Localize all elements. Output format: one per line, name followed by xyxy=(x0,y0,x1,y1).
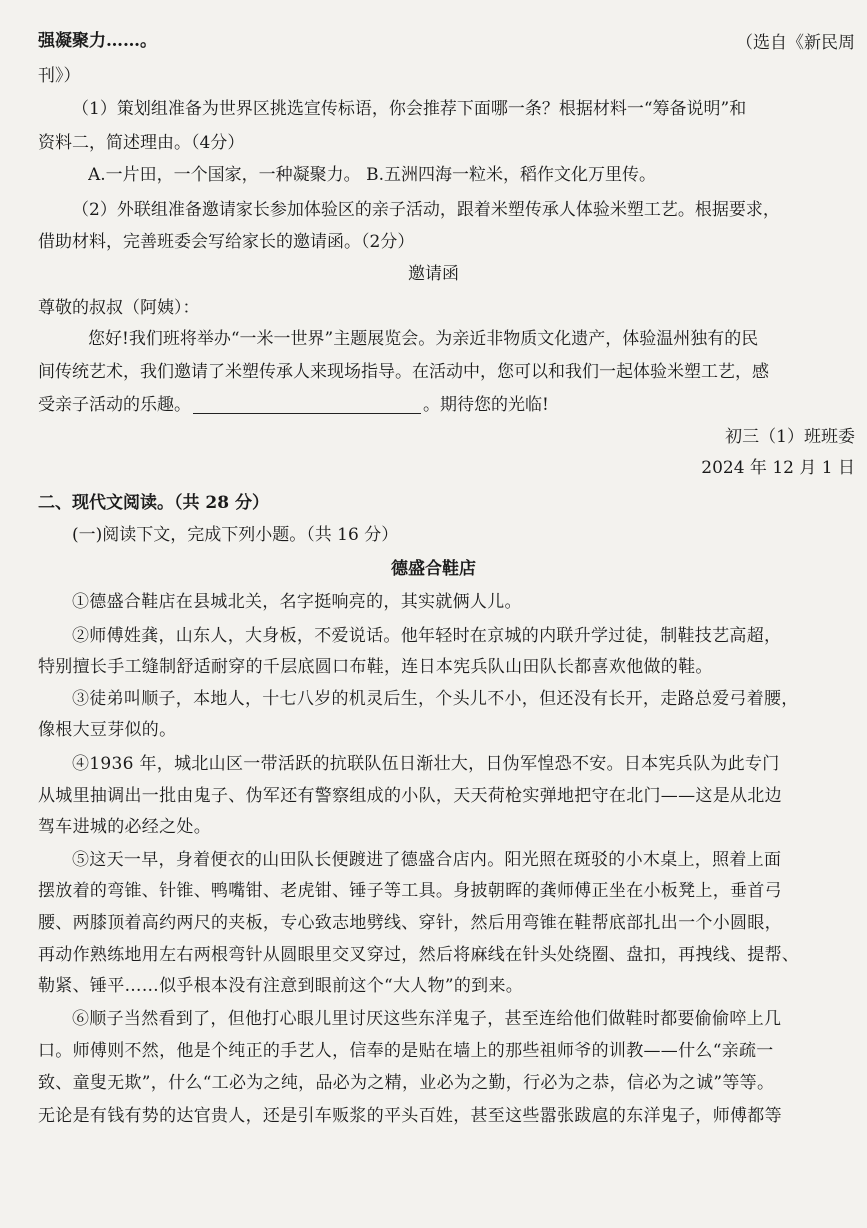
section-2-subheading: (一)阅读下文，完成下列小题。（共 16 分） xyxy=(72,525,399,545)
letter-body-2: 间传统艺术，我们邀请了米塑传承人来现场指导。在活动中，您可以和我们一起体验米塑工艺，感 xyxy=(38,362,769,382)
question-1-line-2: 资料二，简述理由。（4分） xyxy=(38,133,245,153)
letter-date: 2024 年 12 月 1 日 xyxy=(701,458,855,478)
letter-body-1: 您好!我们班将举办“一米一世界”主题展览会。为亲近非物质文化遗产，体验温州独有的民 xyxy=(88,329,759,349)
article-line: ⑤这天一早，身着便衣的山田队长便踱进了德盛合店内。阳光照在斑驳的小木桌上，照着上面 xyxy=(72,850,782,870)
top-line-2: 刊》） xyxy=(38,66,81,86)
article-line: 致、童叟无欺”，什么“工必为之纯，品必为之精，业必为之勤，行必为之恭，信必为之诚”等等。 xyxy=(38,1073,775,1093)
question-2-line-2: 借助材料，完善班委会写给家长的邀请函。（2分） xyxy=(38,232,415,252)
top-line-left: 强凝聚力……。 xyxy=(38,31,157,51)
letter-salutation: 尊敬的叔叔（阿姨）： xyxy=(38,298,200,318)
article-line: 无论是有钱有势的达官贵人，还是引车贩浆的平头百姓，甚至这些嚣张跋扈的东洋鬼子，师傅都等 xyxy=(38,1106,782,1126)
letter-body-3 xyxy=(38,390,855,420)
article-line: ④1936 年，城北山区一带活跃的抗联队伍日渐壮大，日伪军惶恐不安。日本宪兵队为此专门 xyxy=(72,754,780,774)
letter-body-3-end: 。期待您的光临! xyxy=(423,395,549,415)
question-1-options: A.一片田，一个国家，一种凝聚力。 B.五洲四海一粒米，稻作文化万里传。 xyxy=(88,165,656,185)
article-line: ①德盛合鞋店在县城北关，名字挺响亮的，其实就俩人儿。 xyxy=(72,592,522,612)
article-line: 再动作熟练地用左右两根弯针从圆眼里交叉穿过，然后将麻线在针头处绕圈、盘扣，再拽线、提帮、 xyxy=(38,945,800,965)
article-line: 驾车进城的必经之处。 xyxy=(38,817,211,837)
article-title: 德盛合鞋店 xyxy=(391,559,476,579)
article-line: 从城里抽调出一批由鬼子、伪军还有警察组成的小队，天天荷枪实弹地把守在北门——这是从北边 xyxy=(38,786,782,806)
article-line: ②师傅姓龚，山东人，大身板，不爱说话。他年轻时在京城的内联升学过徒，制鞋技艺高超， xyxy=(72,626,782,646)
article-line: ③徒弟叫顺子，本地人，十七八岁的机灵后生，个头儿不小，但还没有长开，走路总爱弓着腰， xyxy=(72,689,799,709)
article-line: 摆放着的弯锥、针锥、鸭嘴钳、老虎钳、锤子等工具。身披朝晖的龚师傅正坐在小板凳上，垂首弓 xyxy=(38,881,782,901)
letter-body-3-start: 受亲子活动的乐趣。 xyxy=(38,395,191,415)
section-2-heading: 二、现代文阅读。（共 28 分） xyxy=(38,493,269,513)
article-line: 勒紧、锤平……似乎根本没有注意到眼前这个“大人物”的到来。 xyxy=(38,976,524,996)
answer-blank[interactable] xyxy=(193,395,421,414)
article-line: 像根大豆芽似的。 xyxy=(38,720,177,740)
letter-signature: 初三（1）班班委 xyxy=(725,427,855,447)
article-line: ⑥顺子当然看到了，但他打心眼儿里讨厌这些东洋鬼子，甚至连给他们做鞋时都要偷偷啐上几 xyxy=(72,1009,782,1029)
question-2-line-1: （2）外联组准备邀请家长参加体验区的亲子活动，跟着米塑传承人体验米塑工艺。根据要求， xyxy=(72,200,780,220)
article-line: 特别擅长手工缝制舒适耐穿的千层底圆口布鞋，连日本宪兵队山田队长都喜欢他做的鞋。 xyxy=(38,657,713,677)
top-line-right: （选自《新民周 xyxy=(736,33,855,53)
question-1-line-1: （1）策划组准备为世界区挑选宣传标语，你会推荐下面哪一条？根据材料一“筹备说明”和 xyxy=(72,99,747,119)
letter-title: 邀请函 xyxy=(408,264,459,284)
article-line: 腰、两膝顶着高约两尺的夹板，专心致志地劈线、穿针，然后用弯锥在鞋帮底部扎出一个小圆眼， xyxy=(38,913,782,933)
article-line: 口。师傅则不然，他是个纯正的手艺人，信奉的是贴在墙上的那些祖师爷的训教——什么“亲疏一 xyxy=(38,1041,774,1061)
